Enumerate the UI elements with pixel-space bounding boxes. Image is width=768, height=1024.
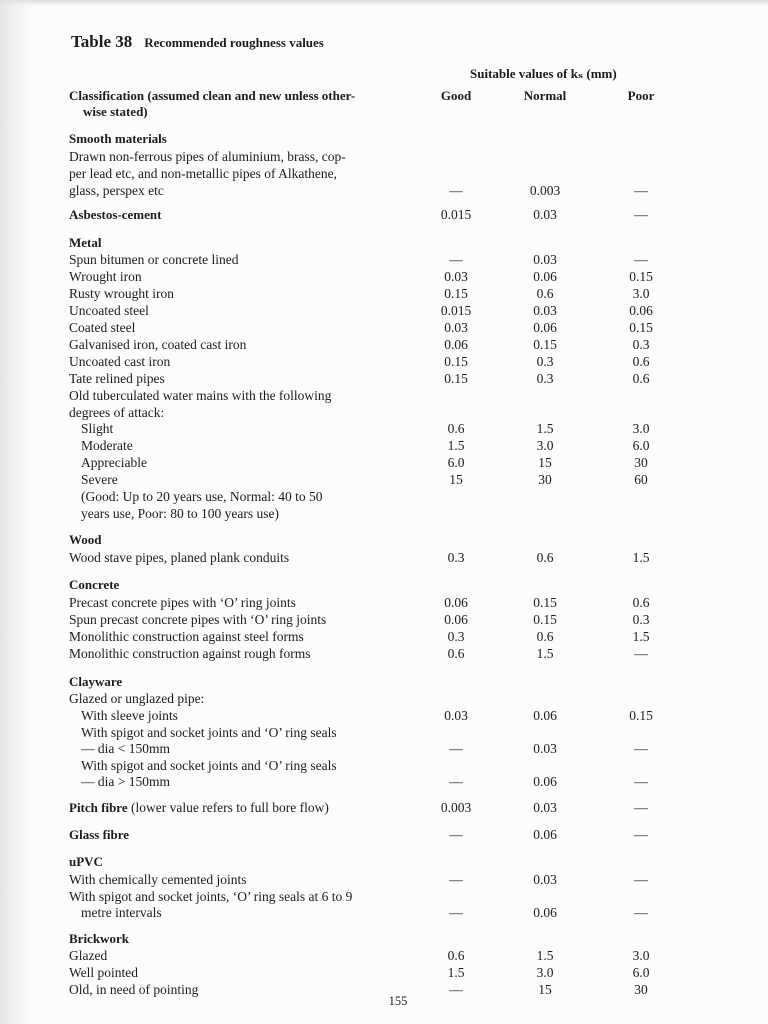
row-label (81, 773, 170, 790)
value-normal: 0.15 (533, 337, 557, 352)
row-label (69, 628, 304, 645)
row-label (81, 454, 147, 471)
table-row (0, 319, 768, 337)
row-label (81, 904, 162, 921)
table-row (0, 182, 768, 200)
row-label-text: degrees of attack: (69, 405, 165, 420)
row-heading-text: Wood (69, 532, 102, 547)
table-row (0, 594, 768, 612)
value-poor: — (634, 872, 648, 887)
value-good: 0.03 (444, 320, 468, 335)
section-heading-row (0, 576, 768, 594)
value-normal: 0.03 (533, 207, 557, 222)
row-label-text: — dia > 150mm (81, 774, 170, 789)
value-good: 0.15 (444, 354, 468, 369)
table-row (0, 454, 768, 472)
value-good: 0.06 (444, 337, 468, 352)
table-row (0, 773, 768, 791)
value-normal: 1.5 (536, 948, 554, 963)
table-title (71, 32, 324, 52)
row-label-text: (Good: Up to 20 years use, Normal: 40 to 50 (81, 489, 323, 504)
table-row (0, 165, 768, 183)
row-label (69, 285, 174, 302)
value-poor: — (634, 827, 648, 842)
section-heading-row (0, 799, 768, 817)
table-row (0, 549, 768, 567)
value-good: 0.15 (444, 371, 468, 386)
row-label (69, 576, 119, 593)
values-group-header: Suitable values of kₛ (mm) (470, 66, 617, 81)
table-row (0, 268, 768, 286)
row-label (69, 404, 164, 421)
row-label-text: years use, Poor: 80 to 100 years use) (81, 506, 279, 521)
value-good: — (449, 183, 463, 198)
value-normal: 0.3 (536, 354, 554, 369)
section-heading-row (0, 206, 768, 224)
row-label-text: Glazed (69, 948, 108, 963)
row-label-text: With spigot and socket joints and ‘O’ ring seals (81, 758, 337, 773)
row-label (69, 182, 164, 199)
value-poor: 0.6 (632, 595, 650, 610)
value-poor: 6.0 (632, 965, 650, 980)
value-poor: — (634, 252, 648, 267)
value-poor: — (634, 183, 648, 198)
row-label (69, 594, 296, 611)
value-normal: 0.15 (533, 595, 557, 610)
row-heading-text: Metal (69, 235, 102, 250)
value-good: 15 (449, 472, 463, 487)
row-label (69, 981, 198, 998)
section-heading-row (0, 531, 768, 549)
table-row (0, 437, 768, 455)
row-label (69, 673, 122, 690)
row-label (69, 947, 107, 964)
row-label-text: Moderate (81, 438, 133, 453)
row-label (69, 251, 238, 268)
row-label-text: Spun bitumen or concrete lined (69, 252, 239, 267)
row-label-text: Wood stave pipes, planed plank conduits (69, 550, 290, 565)
row-label-text: Wrought iron (69, 269, 142, 284)
value-normal: 0.3 (536, 371, 554, 386)
value-poor: — (634, 774, 648, 789)
value-normal: 0.06 (533, 905, 557, 920)
section-heading-row (0, 673, 768, 691)
row-label-text: With spigot and socket joints, ‘O’ ring seals at 6 to 9 (69, 889, 353, 904)
value-poor: — (634, 741, 648, 756)
value-normal: 1.5 (536, 646, 554, 661)
value-good: 0.003 (440, 800, 472, 815)
table-row (0, 628, 768, 646)
row-label-text: Well pointed (69, 965, 139, 980)
row-label (81, 420, 113, 437)
value-poor: — (634, 646, 648, 661)
row-label-text: Galvanised iron, coated cast iron (69, 337, 247, 352)
value-good: — (449, 252, 463, 267)
page-number: 155 (388, 994, 408, 1008)
table-row (0, 370, 768, 388)
row-label (69, 930, 129, 947)
table-row (0, 740, 768, 758)
row-label-text: metre intervals (81, 905, 162, 920)
row-label-text: Coated steel (69, 320, 136, 335)
row-label (81, 437, 133, 454)
row-label-text: Rusty wrought iron (69, 286, 175, 301)
value-normal: 15 (538, 982, 552, 997)
row-heading-text: Asbestos-cement (69, 207, 162, 222)
row-label (81, 724, 337, 741)
value-normal: 3.0 (536, 965, 554, 980)
row-label-text: Appreciable (81, 455, 147, 470)
value-poor: 0.6 (632, 354, 650, 369)
row-label (69, 130, 167, 147)
table-row (0, 302, 768, 320)
row-heading-text: Concrete (69, 577, 120, 592)
row-label-text: — dia < 150mm (81, 741, 170, 756)
section-heading-row (0, 130, 768, 148)
classification-header-line2: wise stated) (83, 104, 148, 119)
value-poor: 0.3 (632, 337, 650, 352)
value-normal: 0.6 (536, 286, 554, 301)
row-heading-text: uPVC (69, 854, 103, 869)
value-good: — (449, 741, 463, 756)
row-heading-text: Brickwork (69, 931, 129, 946)
value-good: — (449, 774, 463, 789)
value-good: 0.3 (447, 550, 465, 565)
row-label-text: Monolithic construction against steel forms (69, 629, 304, 644)
value-poor: 0.15 (629, 269, 653, 284)
row-label-text: per lead etc, and non-metallic pipes of Alkathene, (69, 166, 338, 181)
row-label (69, 336, 246, 353)
row-label (69, 871, 247, 888)
table-row (0, 611, 768, 629)
row-heading-text: Smooth materials (69, 131, 167, 146)
value-normal: 0.06 (533, 269, 557, 284)
row-label-note: (lower value refers to full bore flow) (127, 800, 329, 815)
row-label-text: Tate relined pipes (69, 371, 165, 386)
value-good: 0.6 (447, 646, 465, 661)
row-label (69, 387, 331, 404)
table-row (0, 488, 768, 506)
row-label-text: Severe (81, 472, 118, 487)
value-poor: 0.15 (629, 320, 653, 335)
value-good: 0.15 (444, 286, 468, 301)
table-row (0, 871, 768, 889)
column-header-poor: Poor (627, 88, 655, 103)
row-label (69, 690, 204, 707)
row-label (69, 148, 346, 165)
value-poor: 1.5 (632, 629, 650, 644)
row-heading-text: Clayware (69, 674, 123, 689)
row-label (81, 740, 170, 757)
value-good: — (449, 982, 463, 997)
row-label (81, 488, 322, 505)
row-label-text: With sleeve joints (81, 708, 178, 723)
row-label-text: Precast concrete pipes with ‘O’ ring joints (69, 595, 296, 610)
row-label (69, 645, 310, 662)
value-good: 1.5 (447, 965, 465, 980)
value-good: 0.3 (447, 629, 465, 644)
row-label-text: With spigot and socket joints and ‘O’ ring seals (81, 725, 337, 740)
value-good: 0.06 (444, 612, 468, 627)
value-normal: 0.03 (533, 303, 557, 318)
table-caption: Recommended roughness values (144, 35, 324, 50)
row-label (81, 505, 279, 522)
value-good: 0.6 (447, 948, 465, 963)
value-poor: — (634, 905, 648, 920)
row-label (69, 531, 102, 548)
section-heading-row (0, 826, 768, 844)
value-poor: 0.15 (629, 708, 653, 723)
row-label-text: Glazed or unglazed pipe: (69, 691, 205, 706)
value-normal: 0.03 (533, 800, 557, 815)
row-label-text: Monolithic construction against rough forms (69, 646, 311, 661)
value-normal: 0.06 (533, 708, 557, 723)
row-label-text: glass, perspex etc (69, 183, 164, 198)
table-row (0, 904, 768, 922)
row-label (69, 165, 337, 182)
row-label-text: Old, in need of pointing (69, 982, 199, 997)
row-label-text: Spun precast concrete pipes with ‘O’ ring joints (69, 612, 327, 627)
row-label (69, 268, 142, 285)
value-normal: 0.03 (533, 872, 557, 887)
value-normal: 0.03 (533, 252, 557, 267)
classification-header (69, 88, 399, 120)
value-poor: 3.0 (632, 286, 650, 301)
table-row (0, 505, 768, 523)
scan-top-edge (0, 0, 768, 6)
value-poor: 30 (634, 982, 648, 997)
row-label (69, 799, 329, 816)
table-row (0, 387, 768, 405)
column-header-good: Good (440, 88, 472, 103)
section-heading-row (0, 234, 768, 252)
row-label-text: Slight (81, 421, 114, 436)
value-good: 6.0 (447, 455, 465, 470)
value-good: — (449, 827, 463, 842)
table-row (0, 707, 768, 725)
row-label (69, 888, 352, 905)
row-label (69, 319, 135, 336)
value-normal: 1.5 (536, 421, 554, 436)
value-normal: 0.03 (533, 741, 557, 756)
row-label (69, 964, 138, 981)
row-label (69, 826, 129, 843)
row-label (69, 853, 103, 870)
value-good: 1.5 (447, 438, 465, 453)
value-good: 0.06 (444, 595, 468, 610)
section-heading-row (0, 853, 768, 871)
row-label-text: Old tuberculated water mains with the following (69, 388, 332, 403)
table-row (0, 336, 768, 354)
table-row (0, 353, 768, 371)
row-label (69, 206, 161, 223)
row-label (69, 353, 170, 370)
table-row (0, 420, 768, 438)
row-label (69, 611, 326, 628)
table-row (0, 981, 768, 999)
value-good: 0.6 (447, 421, 465, 436)
row-label (69, 549, 289, 566)
value-poor: 0.3 (632, 612, 650, 627)
row-heading-text: Pitch fibre (69, 800, 128, 815)
row-label (81, 471, 118, 488)
value-good: 0.03 (444, 708, 468, 723)
value-normal: 0.6 (536, 550, 554, 565)
value-normal: 0.06 (533, 320, 557, 335)
value-normal: 3.0 (536, 438, 554, 453)
classification-header-line1: Classification (assumed clean and new unless other- (69, 88, 356, 103)
value-normal: 0.003 (529, 183, 561, 198)
table-row (0, 645, 768, 663)
row-label (69, 302, 149, 319)
row-label-text: Uncoated steel (69, 303, 149, 318)
value-poor: 3.0 (632, 948, 650, 963)
value-good: 0.03 (444, 269, 468, 284)
table-row (0, 947, 768, 965)
table-row (0, 251, 768, 269)
row-label-text: With chemically cemented joints (69, 872, 247, 887)
table-row (0, 471, 768, 489)
row-label (81, 757, 337, 774)
table-row (0, 285, 768, 303)
value-poor: 30 (634, 455, 648, 470)
row-label (69, 234, 101, 251)
value-poor: 6.0 (632, 438, 650, 453)
value-normal: 0.06 (533, 827, 557, 842)
value-poor: — (634, 800, 648, 815)
section-heading-row (0, 930, 768, 948)
value-poor: 3.0 (632, 421, 650, 436)
value-good: — (449, 905, 463, 920)
value-good: 0.015 (440, 207, 472, 222)
row-heading-text: Glass fibre (69, 827, 130, 842)
table-row (0, 148, 768, 166)
row-label-text: Uncoated cast iron (69, 354, 171, 369)
table-row (0, 690, 768, 708)
row-label-text: Drawn non-ferrous pipes of aluminium, brass, cop- (69, 149, 346, 164)
value-poor: 0.6 (632, 371, 650, 386)
row-label (81, 707, 178, 724)
value-good: — (449, 872, 463, 887)
column-header-normal: Normal (523, 88, 567, 103)
value-poor: 60 (634, 472, 648, 487)
table-number: Table 38 (71, 32, 133, 51)
value-normal: 0.6 (536, 629, 554, 644)
value-normal: 30 (538, 472, 552, 487)
table-row (0, 964, 768, 982)
value-good: 0.015 (440, 303, 472, 318)
value-poor: 0.06 (629, 303, 653, 318)
value-poor: — (634, 207, 648, 222)
value-normal: 0.15 (533, 612, 557, 627)
value-poor: 1.5 (632, 550, 650, 565)
value-normal: 0.06 (533, 774, 557, 789)
value-normal: 15 (538, 455, 552, 470)
row-label (69, 370, 165, 387)
